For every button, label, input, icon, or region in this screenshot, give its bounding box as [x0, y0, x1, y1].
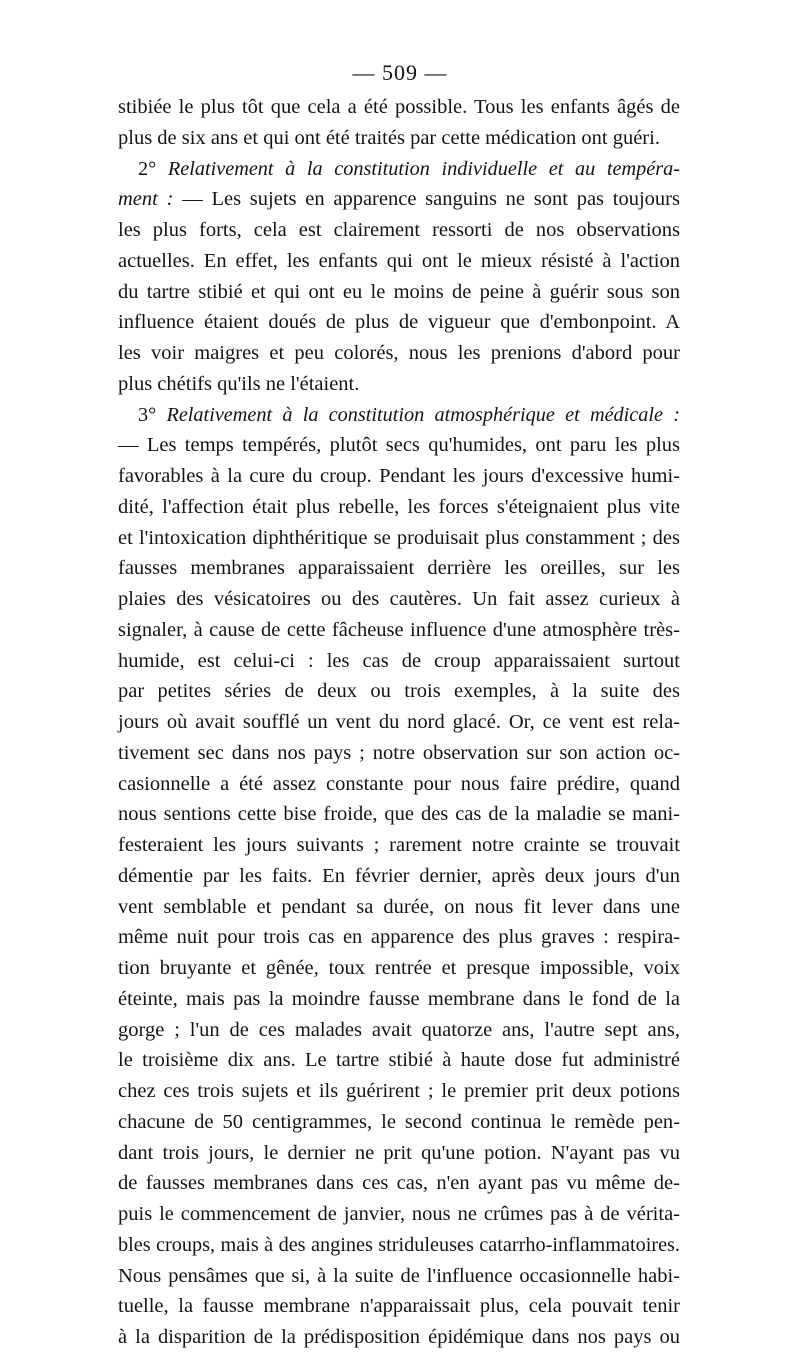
text-line: [118, 615, 680, 646]
text-line: [118, 338, 680, 369]
text-run: bles croups, mais à des angines striduleuses catarrho-inflammatoires.: [118, 1233, 680, 1256]
text-run: les plus forts, cela est clairement ressorti de nos observations: [118, 219, 680, 241]
text-run: par petites séries de deux ou trois exemples, à la suite des: [118, 680, 680, 703]
text-run: tuelle, la fausse membrane n'apparaissait plus, cela pouvait tenir: [118, 1295, 680, 1318]
text-run: — Les temps tempérés, plutôt secs qu'humides, ont paru les plus: [118, 434, 680, 457]
text-line: [118, 1138, 680, 1169]
text-line: [118, 707, 680, 738]
text-line: [118, 523, 680, 554]
text-line: [118, 92, 680, 123]
text-line: [118, 277, 680, 308]
text-line: [118, 184, 680, 215]
text-line: [118, 984, 680, 1015]
text-line: [118, 799, 680, 830]
text-line: [118, 892, 680, 923]
section-heading: Relativement à la constitution individuelle et au tempéra-: [167, 157, 680, 180]
text-run: nous sentions cette bise froide, que des cas de la maladie se mani-: [118, 803, 680, 826]
text-run: chez ces trois sujets et ils guérirent ; le premier prit deux potions: [118, 1080, 680, 1102]
text-run: du tartre stibié et qui ont eu le moins de peine à guérir sous son: [118, 280, 680, 303]
text-run: le troisième dix ans. Le tartre stibié à haute dose fut administré: [118, 1049, 680, 1072]
text-run: plus chétifs qu'ils ne l'étaient.: [118, 372, 360, 395]
text-line: [118, 307, 680, 338]
text-run: influence étaient doués de plus de vigueur que d'embonpoint. A: [118, 311, 680, 334]
text-line: [118, 830, 680, 861]
text-run: tion bruyante et gênée, toux rentrée et presque impossible, voix: [118, 957, 680, 979]
page-number: — 509 —: [352, 60, 448, 85]
text-line: [118, 1291, 680, 1322]
text-run: — Les sujets en apparence sanguins ne sont pas toujours: [173, 188, 680, 211]
text-line: [118, 646, 680, 677]
text-line: [118, 430, 680, 461]
text-run: fausses membranes apparaissaient derrière les oreilles, sur les: [118, 557, 680, 580]
text-run: humide, est celui-ci : les cas de croup apparaissaient surtout: [118, 649, 680, 672]
text-line: [118, 861, 680, 892]
text-run: jours où avait soufflé un vent du nord glacé. Or, ce vent est rela-: [118, 711, 680, 733]
text-line: [118, 215, 680, 246]
text-line: [118, 584, 680, 615]
text-run: puis le commencement de janvier, nous ne crûmes pas à de vérita-: [118, 1203, 680, 1225]
text-run: chacune de 50 centigrammes, le second continua le remède pen-: [118, 1110, 680, 1133]
text-line: [118, 1076, 680, 1107]
text-line: [118, 1322, 680, 1353]
text-run: casionnelle a été assez constante pour nous faire prédire, quand: [118, 772, 680, 795]
text-run: plus de six ans et qui ont été traités par cette médication ont guéri.: [118, 126, 660, 149]
section-number: 2°: [138, 157, 168, 180]
text-run: plaies des vésicatoires ou des cautères. Un fait assez curieux à: [118, 588, 680, 610]
text-run: actuelles. En effet, les enfants qui ont le mieux résisté à l'action: [118, 249, 680, 272]
text-run: gorge ; l'un de ces malades avait quatorze ans, l'autre sept ans,: [118, 1018, 680, 1041]
text-line: [118, 1168, 680, 1199]
text-run: de fausses membranes dans ces cas, n'en ayant pas vu même de-: [118, 1172, 680, 1195]
text-run: stibiée le plus tôt que cela a été possible. Tous les enfants âgés de: [118, 96, 680, 118]
text-line: [118, 1230, 680, 1261]
text-line: [118, 1045, 680, 1076]
text-line: [118, 1015, 680, 1046]
text-line: [118, 1261, 680, 1292]
text-run: à la disparition de la prédisposition épidémique dans nos pays ou: [118, 1326, 680, 1348]
text-line: [118, 246, 680, 277]
text-run: démentie par les faits. En février dernier, après deux jours d'un: [118, 864, 680, 887]
section-heading: ment :: [118, 188, 174, 211]
section-heading-line: [118, 154, 680, 185]
text-line: [118, 922, 680, 953]
text-line: [118, 1199, 680, 1230]
text-line: [118, 461, 680, 492]
text-run: favorables à la cure du croup. Pendant les jours d'excessive humi-: [118, 465, 680, 487]
text-run: dant trois jours, le dernier ne prit qu'une potion. N'ayant pas vu: [118, 1141, 680, 1164]
text-run: tivement sec dans nos pays ; notre observation sur son action oc-: [118, 741, 680, 764]
text-run: les voir maigres et peu colorés, nous les prenions d'abord pour: [118, 342, 680, 364]
text-run: même nuit pour trois cas en apparence des plus graves : respira-: [118, 926, 680, 949]
text-run: et l'intoxication diphthéritique se produisait plus constamment ; des: [118, 526, 680, 549]
section-number: 3°: [138, 403, 167, 426]
body-text: [118, 92, 680, 1353]
text-run: dité, l'affection était plus rebelle, les forces s'éteignaient plus vite: [118, 495, 680, 518]
text-line: [118, 553, 680, 584]
text-run: vent semblable et pendant sa durée, on nous fit lever dans une: [118, 895, 680, 918]
section-heading: Relativement à la constitution atmosphérique et médicale :: [166, 403, 680, 426]
text-line: [118, 369, 680, 400]
text-run: signaler, à cause de cette fâcheuse influence d'une atmosphère très-: [118, 618, 680, 641]
text-line: [118, 492, 680, 523]
text-line: [118, 123, 680, 154]
text-line: [118, 676, 680, 707]
text-line: [118, 769, 680, 800]
text-run: festeraient les jours suivants ; rarement notre crainte se trouvait: [118, 834, 680, 856]
section-heading-line: [118, 400, 680, 431]
text-line: [118, 953, 680, 984]
text-line: [118, 738, 680, 769]
text-run: éteinte, mais pas la moindre fausse membrane dans le fond de la: [118, 987, 680, 1010]
text-run: Nous pensâmes que si, à la suite de l'influence occasionnelle habi-: [118, 1264, 680, 1287]
text-line: [118, 1107, 680, 1138]
